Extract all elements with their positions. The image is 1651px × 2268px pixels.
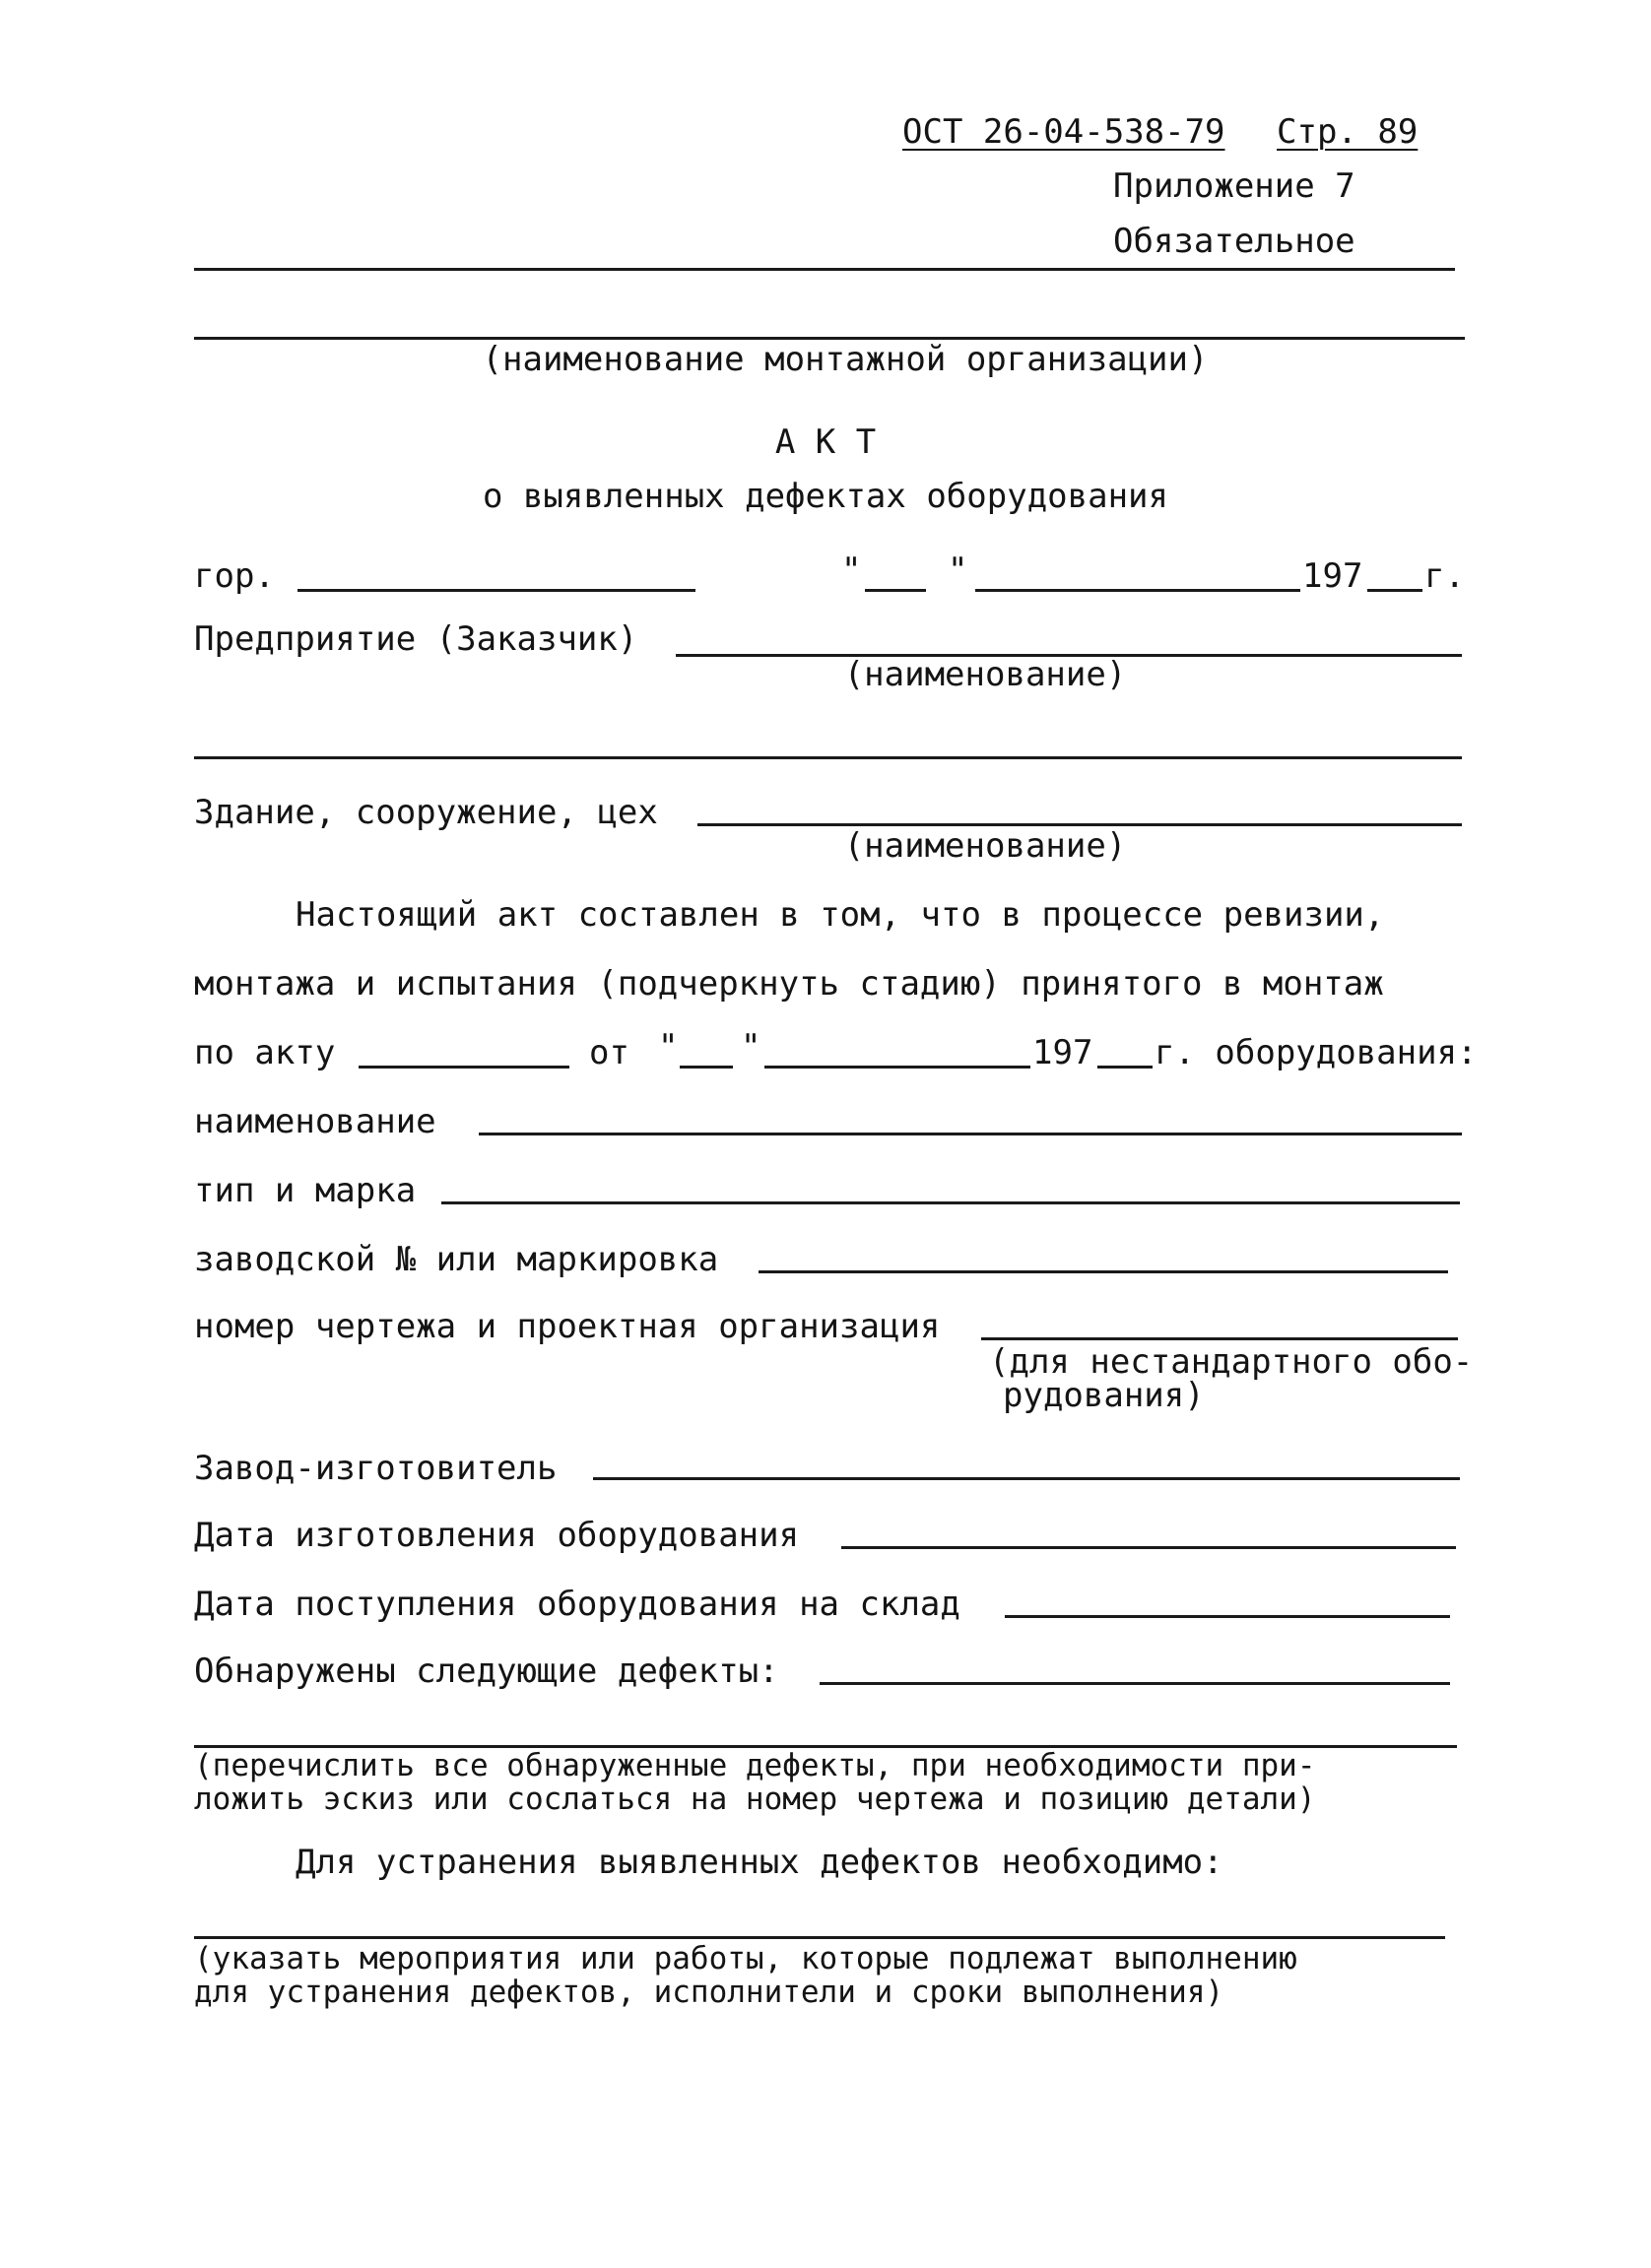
defects-line [820, 1682, 1450, 1685]
fix-caption-line-1: (указать мероприятия или работы, которые подлежат выполнению [194, 1941, 1297, 1976]
org-name-caption: (наименование монтажной организации) [482, 340, 1209, 379]
customer-field-line-2 [194, 756, 1462, 759]
acceptance-from-label: от [589, 1033, 629, 1072]
fix-caption-line-2: для устранения дефектов, исполнители и сроки выполнения) [194, 1975, 1224, 2010]
appendix-label: Приложение 7 [1113, 166, 1355, 206]
drawing-number-label: номер чертежа и проектная организация [194, 1307, 941, 1346]
acceptance-day-line [680, 1066, 733, 1069]
month-field-line [975, 589, 1300, 592]
customer-label: Предприятие (Заказчик) [194, 619, 638, 659]
equipment-type-line [441, 1201, 1460, 1204]
org-name-line-1 [194, 268, 1455, 271]
act-subtitle: о выявленных дефектах оборудования [483, 477, 1168, 516]
drawing-caption-line-1: (для нестандартного обо- [989, 1342, 1474, 1382]
city-label: гор. [194, 556, 275, 596]
standard-number: ОСТ 26-04-538-79 [902, 112, 1225, 152]
mandatory-label: Обязательное [1113, 222, 1355, 261]
act-statement-line-1: Настоящий акт составлен в том, что в процессе ревизии, [296, 895, 1385, 935]
warehouse-date-label: Дата поступления оборудования на склад [194, 1585, 960, 1624]
defects-caption-line-1: (перечислить все обнаруженные дефекты, при необходимости при- [194, 1748, 1316, 1783]
act-statement-line-2: монтажа и испытания (подчеркнуть стадию) принятого в монтаж [194, 964, 1384, 1004]
equipment-type-label: тип и марка [194, 1171, 417, 1210]
date-quote-open: " [841, 551, 862, 590]
acceptance-year-prefix: 197 [1032, 1033, 1093, 1072]
building-caption: (наименование) [843, 826, 1127, 866]
day-field-line [865, 589, 926, 592]
city-field-line [297, 589, 695, 592]
manufacturer-line [593, 1477, 1460, 1480]
acceptance-month-line [764, 1066, 1030, 1069]
manufacture-date-line [841, 1546, 1456, 1549]
acceptance-act-number-line [359, 1066, 569, 1069]
acceptance-quote-open: " [658, 1027, 679, 1067]
drawing-caption-line-2: рудования) [1003, 1376, 1205, 1415]
year-prefix: 197 [1302, 556, 1363, 596]
serial-number-line [759, 1270, 1448, 1273]
manufacture-date-label: Дата изготовления оборудования [194, 1516, 800, 1555]
building-label: Здание, сооружение, цех [194, 793, 658, 832]
acceptance-year-line [1097, 1066, 1153, 1069]
serial-number-label: заводской № или маркировка [194, 1240, 719, 1279]
defects-label: Обнаружены следующие дефекты: [194, 1652, 779, 1691]
drawing-number-line [981, 1337, 1458, 1340]
equipment-name-label: наименование [194, 1102, 436, 1141]
defects-caption-line-2: ложить эскиз или сослаться на номер чертежа и позицию детали) [194, 1782, 1316, 1817]
warehouse-date-line [1005, 1615, 1450, 1618]
act-title: А К Т [774, 422, 877, 462]
fix-measures-label: Для устранения выявленных дефектов необходимо: [296, 1843, 1223, 1882]
acceptance-act-label: по акту [194, 1033, 336, 1072]
year-field-line [1367, 589, 1422, 592]
page-number: Стр. 89 [1277, 112, 1419, 152]
acceptance-year-suffix: г. оборудования: [1155, 1033, 1478, 1072]
acceptance-quote-close: " [741, 1027, 761, 1067]
equipment-name-line [479, 1133, 1462, 1135]
manufacturer-label: Завод-изготовитель [194, 1449, 558, 1488]
date-quote-close: " [948, 551, 968, 590]
customer-caption: (наименование) [843, 655, 1127, 694]
fix-measures-line [194, 1936, 1445, 1939]
year-suffix: г. [1424, 556, 1465, 596]
